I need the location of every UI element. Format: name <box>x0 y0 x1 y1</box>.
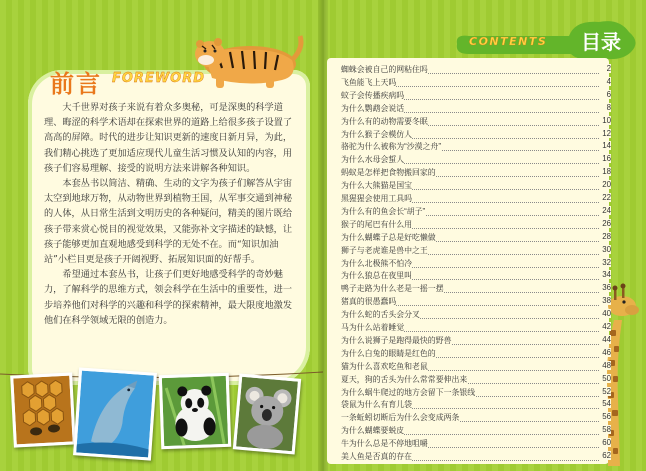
toc-entry[interactable] <box>341 296 611 309</box>
tiger-photo <box>188 18 306 94</box>
foreword-paragraph: 希望通过本套丛书，让孩子们更好地感受科学的奇妙魅力，了解科学的思维方式，领会科学在生活中的重要性，进一步培养他们对科学的兴趣和科学的探索精神，最大限度地激发他们在科学领域无限的创造力。 <box>44 269 293 326</box>
toc-entry-page: 32 <box>602 257 611 267</box>
toc-entry-title: 为什么蛇的舌头会分叉 <box>341 310 420 320</box>
toc-entry[interactable] <box>341 77 611 90</box>
foreword-title-en: FOREWORD <box>112 71 206 86</box>
contents-title-en: CONTENTS <box>469 35 548 48</box>
toc-entry-title: 蜘蛛会被自己的网粘住吗 <box>341 65 428 74</box>
toc-entry-title: 马为什么站着睡觉 <box>341 323 405 332</box>
toc-entry-page: 58 <box>602 425 611 435</box>
toc-entry-title: 为什么白兔的眼睛是红色的 <box>341 348 436 358</box>
toc-entry-title: 蚂蚁是怎样把食物搬回家的 <box>341 168 436 178</box>
toc-entry[interactable] <box>341 387 611 400</box>
toc-entry-page: 44 <box>602 334 611 344</box>
toc-entry-page: 46 <box>602 347 611 357</box>
toc-entry[interactable] <box>341 335 611 348</box>
toc-entry-title: 美人鱼是否真的存在 <box>341 452 413 461</box>
toc-entry-title: 袋鼠为什么有育儿袋 <box>341 400 413 410</box>
toc-entry-page: 16 <box>602 154 611 164</box>
toc-entry-page: 42 <box>602 322 611 331</box>
toc-entry-title: 为什么北极熊不怕冷 <box>341 258 413 268</box>
toc-entry-page: 52 <box>602 386 611 396</box>
toc-entry[interactable] <box>341 232 611 245</box>
toc-entry[interactable] <box>341 193 611 206</box>
toc-entry[interactable] <box>341 399 611 412</box>
toc-entry-title: 为什么鹦鹉会说话 <box>341 103 405 113</box>
toc-entry-title: 黑猩猩会使用工具吗 <box>341 194 413 203</box>
toc-entry[interactable] <box>341 206 611 219</box>
toc-entry-page: 6 <box>606 89 611 99</box>
toc-entry[interactable] <box>341 451 611 464</box>
toc-entry[interactable] <box>341 167 611 180</box>
toc-entry-page: 60 <box>602 438 611 448</box>
contents-title: 目录 <box>581 30 621 54</box>
toc-entry-page: 50 <box>602 373 611 383</box>
toc-entry-page: 8 <box>606 102 611 112</box>
toc-entry-title: 为什么有的动物需要冬眠 <box>341 116 428 126</box>
toc-entry-page: 34 <box>602 270 611 280</box>
toc-entry-title: 蚊子会传播疾病吗 <box>341 90 405 100</box>
toc-entry-page: 48 <box>602 360 611 370</box>
foreword-paragraph: 大千世界对孩子来说有着众多奥秘，可是深奥的科学道理、晦涩的科学术语却在探索世界的道路上给很多孩子设置了高高的屏障。时代的进步让知识更新的速度日新月异，为此，我们精心挑选了更加适应现代儿童生活习惯及认知的内容，用孩子们容易理解、接受的说明方法来讲解各种知识。 <box>44 102 293 174</box>
foreword-body <box>44 100 300 328</box>
photo-strip <box>0 360 323 471</box>
toc-entry-page: 22 <box>602 193 611 202</box>
dolphin-photo <box>73 367 157 460</box>
toc-entry[interactable] <box>341 219 611 232</box>
toc-entry-title: 为什么大熊猫是国宝 <box>341 181 413 191</box>
toc-entry[interactable] <box>341 154 611 167</box>
koala-photo <box>233 373 301 454</box>
bees-photo <box>10 372 76 447</box>
toc-entry-title: 为什么蝴蝶要蜕皮 <box>341 426 405 436</box>
toc-entry-title: 狮子与老虎谁是兽中之王 <box>341 245 428 255</box>
toc-entry[interactable] <box>341 180 611 193</box>
toc-entry-title: 牛为什么总是不停地咀嚼 <box>341 439 428 449</box>
toc-entry-page: 56 <box>602 412 611 422</box>
toc-card <box>327 58 609 464</box>
toc-entry-title: 为什么猴子会模仿人 <box>341 129 413 139</box>
toc-entry[interactable] <box>341 283 611 296</box>
toc-entry-title: 猴子的尾巴有什么用 <box>341 219 413 229</box>
toc-entry[interactable] <box>341 141 611 154</box>
toc-entry-title: 为什么说狮子是跑得最快的野兽 <box>341 335 452 345</box>
toc-entry[interactable] <box>341 270 611 283</box>
toc-entry-title: 猫为什么喜欢吃鱼和老鼠 <box>341 361 428 371</box>
toc-entry[interactable] <box>341 374 611 387</box>
toc-entry-title: 夏天，狗的舌头为什么常常要伸出来 <box>341 374 468 384</box>
toc-entry-page: 20 <box>602 180 611 190</box>
toc-entry-title: 鸭子走路为什么老是一摇一摆 <box>341 284 444 294</box>
toc-entry[interactable] <box>341 438 611 451</box>
toc-entry-page: 40 <box>602 309 611 319</box>
toc-entry-page: 38 <box>602 296 611 306</box>
toc-entry[interactable] <box>341 90 611 103</box>
toc-entry-page: 12 <box>602 128 611 138</box>
toc-entry-page: 10 <box>602 115 611 125</box>
toc-entry-page: 26 <box>602 218 611 228</box>
toc-entry-page: 36 <box>602 283 611 293</box>
toc-entry-page: 24 <box>602 205 611 215</box>
foreword-title: 前言 <box>50 70 102 98</box>
panda-photo <box>159 373 232 449</box>
toc-entry-title: 猪真的很愚蠢吗 <box>341 297 397 307</box>
toc-entry-page: 14 <box>602 141 611 151</box>
toc-entry-title: 骆驼为什么被称为“沙漠之舟” <box>341 142 441 152</box>
toc-entry[interactable] <box>341 116 611 129</box>
toc-entry-title: 飞鱼能飞上天吗 <box>341 77 397 87</box>
toc-entry-page: 4 <box>606 76 611 86</box>
toc-entry-title: 为什么蝴蝶子总是好吃懒做 <box>341 232 436 242</box>
toc-entry-title: 为什么水母会蜇人 <box>341 155 405 165</box>
toc-entry[interactable] <box>341 258 611 271</box>
toc-entry[interactable] <box>341 129 611 142</box>
toc-entry-page: 54 <box>602 399 611 409</box>
toc-entry[interactable] <box>341 309 611 322</box>
toc-entry[interactable] <box>341 348 611 361</box>
toc-entry[interactable] <box>341 412 611 425</box>
toc-entry-page: 28 <box>602 231 611 241</box>
toc-entry[interactable] <box>341 425 611 438</box>
toc-entry-page: 30 <box>602 244 611 254</box>
toc-entry-title: 一条蚯蚓切断后为什么会变成两条 <box>341 413 460 423</box>
toc-entry-page: 62 <box>602 451 611 460</box>
toc-entry-title: 为什么狼总在夜里叫 <box>341 271 413 281</box>
toc-entry-title: 为什么蜗牛爬过的地方会留下一条银线 <box>341 387 476 397</box>
toc-entry-page: 18 <box>602 167 611 177</box>
toc-entry-title: 为什么有的鱼会长“胡子” <box>341 206 426 216</box>
foreword-paragraph: 本套丛书以简洁、精确、生动的文字为孩子们解答从宇宙太空到地球万物，从动物世界到植物王国，从军事交通到神秘的人体，从日常生活到文明历史的各种疑问，精美的图片既给孩子带来赏心悦目的视觉效果，又能弥补文字描述的缺憾，让孩子能够更加直观地感受到科学的无处不在。而“知识加油站”小栏目更是孩子开阔视野、拓展知识面的好帮手。 <box>44 178 293 266</box>
toc-entry[interactable] <box>341 64 611 77</box>
toc-entry[interactable] <box>341 361 611 374</box>
toc-entry[interactable] <box>341 103 611 116</box>
toc-entry-page: 2 <box>606 64 611 73</box>
toc-entry[interactable] <box>341 322 611 335</box>
toc-entry[interactable] <box>341 245 611 258</box>
